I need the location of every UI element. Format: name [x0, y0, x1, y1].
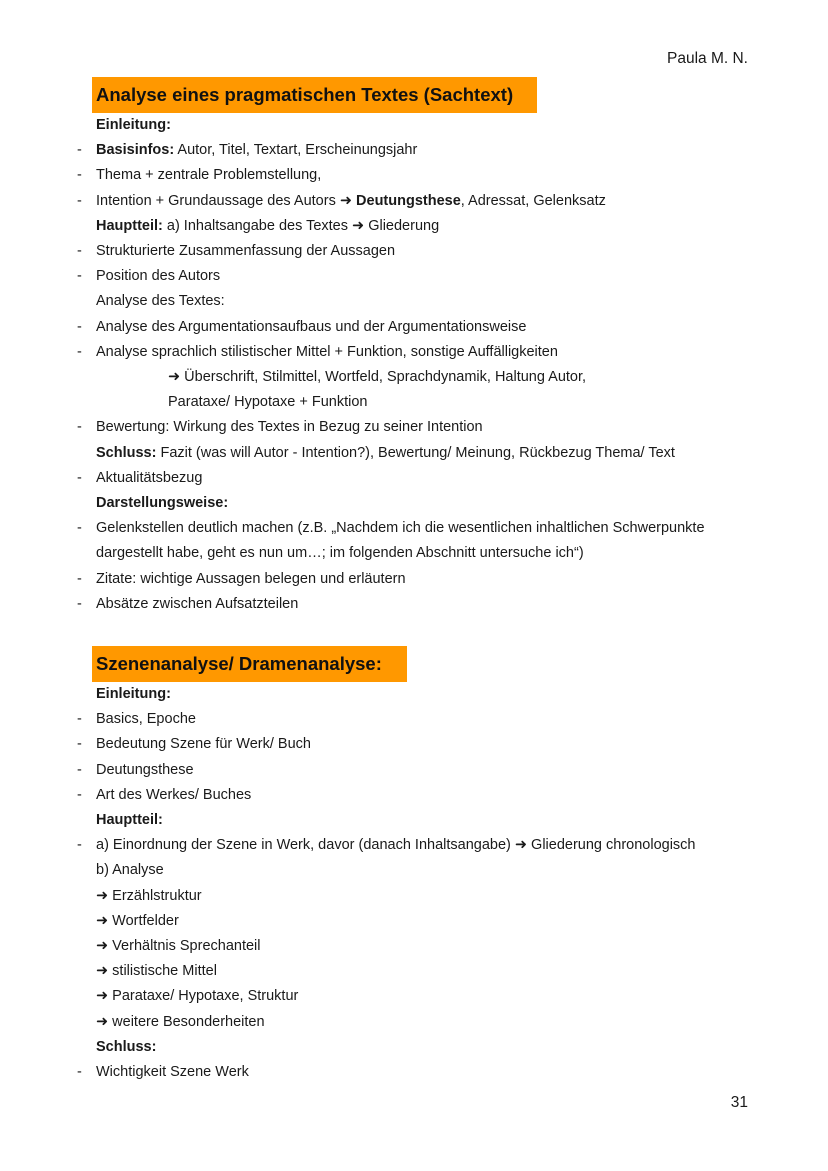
- arrow-item: ➜ Wortfelder: [96, 912, 179, 929]
- bullet-dash: -: [77, 268, 82, 285]
- list-item: - Thema + zentrale Problemstellung,: [0, 163, 828, 188]
- subheading-darstellungsweise: Darstellungsweise:: [96, 495, 229, 512]
- section-sachtext: [0, 77, 828, 617]
- text-line: b) Analyse: [96, 862, 164, 879]
- bullet-dash: -: [77, 1064, 82, 1081]
- list-item: - Strukturierte Zusammenfassung der Aussagen: [0, 239, 828, 264]
- list-item: - Position des Autors: [0, 264, 828, 289]
- bullet-dash: -: [77, 595, 82, 612]
- subheading-schluss: Schluss:: [96, 1038, 157, 1055]
- list-item: - Zitate: wichtige Aussagen belegen und erläutern: [0, 567, 828, 592]
- list-item: - Deutungsthese: [0, 758, 828, 783]
- list-item: - Analyse sprachlich stilistischer Mittel + Funktion, sonstige Auffälligkeiten: [0, 340, 828, 365]
- subheading-einleitung: Einleitung:: [96, 686, 171, 702]
- bullet-dash: -: [77, 167, 82, 184]
- arrow-item: ➜ Verhältnis Sprechanteil: [96, 938, 261, 955]
- label-schluss: Schluss:: [96, 444, 157, 461]
- label-basisinfos: Basisinfos:: [96, 142, 175, 159]
- bullet-dash: -: [77, 192, 82, 209]
- section-szenenanalyse: [0, 646, 828, 1085]
- arrow-item: ➜ weitere Besonderheiten: [96, 1013, 265, 1030]
- list-item: - Basisinfos: Autor, Titel, Textart, Erscheinungsjahr: [0, 138, 828, 163]
- section-heading: Analyse eines pragmatischen Textes (Sachtext): [92, 77, 537, 113]
- list-item: - Intention + Grundaussage des Autors ➜ Deutungsthese, Adressat, Gelenksatz: [0, 189, 828, 214]
- list-item: - Basics, Epoche: [0, 707, 828, 732]
- bullet-dash: -: [77, 711, 82, 728]
- bullet-dash: -: [77, 142, 82, 159]
- list-item: - Aktualitätsbezug: [0, 466, 828, 491]
- list-item: - a) Einordnung der Szene in Werk, davor (danach Inhaltsangabe) ➜ Gliederung chronologisch: [0, 833, 828, 858]
- bullet-dash: -: [77, 786, 82, 803]
- bullet-dash: -: [77, 761, 82, 778]
- bullet-dash: -: [77, 469, 82, 486]
- section-heading: Szenenanalyse/ Dramenanalyse:: [92, 646, 407, 682]
- bullet-dash: -: [77, 736, 82, 753]
- bullet-dash: -: [77, 243, 82, 260]
- list-item: - Bewertung: Wirkung des Textes in Bezug zu seiner Intention: [0, 415, 828, 440]
- arrow-item: ➜ Erzählstruktur: [96, 887, 202, 904]
- subheading-hauptteil: Hauptteil:: [96, 812, 163, 829]
- arrow-item: ➜ stilistische Mittel: [96, 963, 217, 980]
- list-item: - Analyse des Argumentationsaufbaus und der Argumentationsweise: [0, 315, 828, 340]
- bullet-dash: -: [77, 570, 82, 587]
- text-line: dargestellt habe, geht es nun um…; im folgenden Abschnitt untersuche ich“): [96, 545, 584, 562]
- bullet-dash: -: [77, 419, 82, 436]
- bullet-dash: -: [77, 837, 82, 854]
- text-line: Analyse des Textes:: [96, 293, 225, 310]
- indented-line: Parataxe/ Hypotaxe + Funktion: [168, 394, 368, 411]
- page-number: 31: [730, 1094, 748, 1111]
- arrow-item: ➜ Parataxe/ Hypotaxe, Struktur: [96, 988, 299, 1005]
- indented-line: ➜ Überschrift, Stilmittel, Wortfeld, Sprachdynamik, Haltung Autor,: [168, 369, 587, 386]
- bullet-dash: -: [77, 318, 82, 335]
- list-item: - Bedeutung Szene für Werk/ Buch: [0, 732, 828, 757]
- bullet-dash: -: [77, 343, 82, 360]
- list-item: - Wichtigkeit Szene Werk: [0, 1060, 828, 1085]
- schluss-line: Schluss: Fazit (was will Autor - Intention?), Bewertung/ Meinung, Rückbezug Thema/ Text: [96, 444, 675, 461]
- hauptteil-line: Hauptteil: a) Inhaltsangabe des Textes ➜ Gliederung: [96, 217, 440, 234]
- label-hauptteil: Hauptteil:: [96, 217, 163, 234]
- list-item: - Absätze zwischen Aufsatzteilen: [0, 592, 828, 617]
- list-item: - Art des Werkes/ Buches: [0, 783, 828, 808]
- label-deutungsthese: Deutungsthese: [356, 192, 461, 209]
- author-name: Paula M. N.: [667, 50, 748, 67]
- list-item: - Gelenkstellen deutlich machen (z.B. „Nachdem ich die wesentlichen inhaltlichen Schwerpunkte: [0, 516, 828, 541]
- bullet-dash: -: [77, 520, 82, 537]
- subheading-einleitung: Einleitung:: [96, 117, 171, 133]
